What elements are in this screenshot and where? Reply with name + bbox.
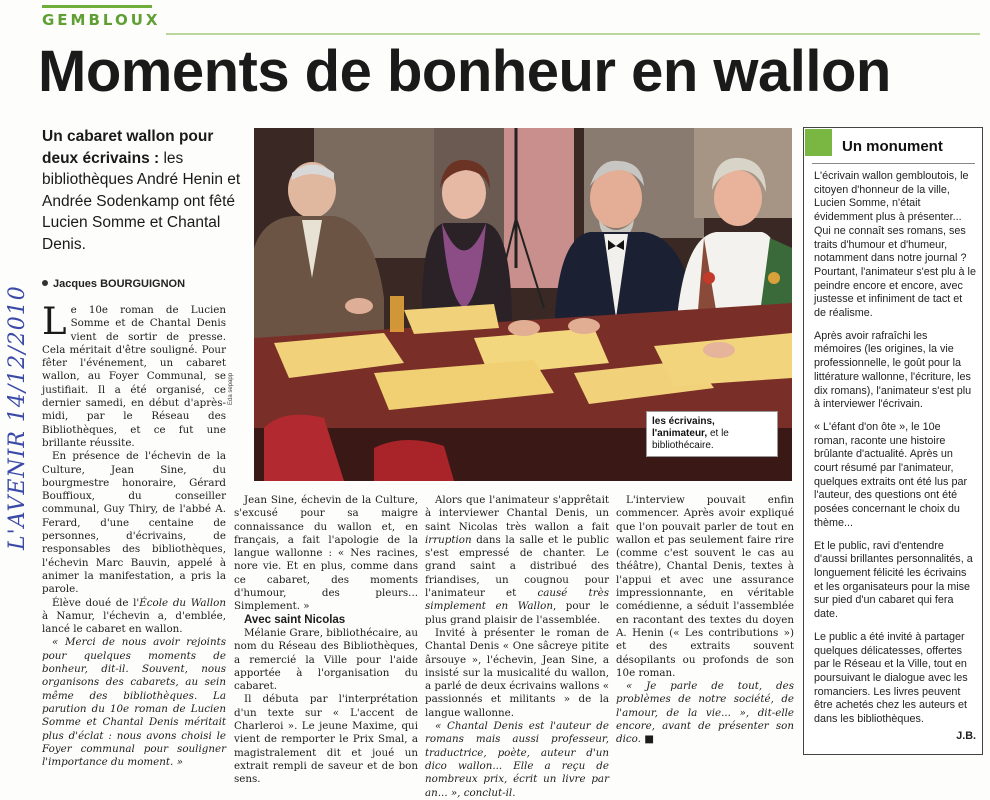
section-rule: [166, 33, 980, 35]
sidebar-rule: [812, 163, 975, 164]
sidebar-text: [814, 170, 976, 752]
article-column-1: [42, 300, 226, 769]
sidebar-signature: J.B.: [956, 729, 976, 742]
article-paragraph: Jean Sine, échevin de la Culture, s'excusé pour sa maigre connaissance du wallon et, en français, a fait l'apologie de la langue wallonne : « Nes racines, nore vie. Et en plus, comme dans ce cabaret, des moments d'humour, des pleurs... Simplement. »: [234, 494, 418, 613]
drop-cap: L: [42, 300, 67, 343]
article-paragraph: Il débuta par l'interprétation d'un texte sur « L'accent de Charleroi ». Le jeune Maxime, qui vient de remporter le Prix Smal, a magistralement dit et joué un extrait rempli de saveur et de bon sens.: [234, 693, 418, 786]
lead-text: les bibliothèques André Henin et Andrée Sodenkamp ont fêté Lucien Somme et Chantal Denis.: [42, 149, 241, 253]
photo-credit: Eda sepapp: [228, 372, 234, 405]
article-quote: « Je parle de tout, des problèmes de notre société, de l'amour, de la vie... », dit-elle encore, avant de présenter son dico. ■: [616, 680, 794, 746]
article-headline: Moments de bonheur en wallon: [38, 39, 891, 104]
author-name: Jacques BOURGUIGNON: [53, 278, 186, 290]
caption-text: et le bibliothécaire.: [652, 428, 729, 451]
lead-bold: Un cabaret wallon pour deux écrivains :: [42, 128, 214, 167]
article-paragraph: L'interview pouvait enfin commencer. Après avoir expliqué que l'on pouvait parler de tout en wallon et pas seulement faire rire (comme c'est souvent le cas au théâtre), Chantal Denis, textes à l'appui et avec une assurance impressionnante, en véritable comédienne, a séduit l'assemblée en racontant des textes du doyen A. Henin (« Les contributions ») et des extraits souvent désopilants ou profonds de son 10e roman.: [616, 494, 794, 679]
article-paragraph: Invité à présenter le roman de Chantal Denis « One sâcreye pitite ârsouye », l'échevin, Jean Sine, a insisté sur la musicalité du wallon, a parlé de deux écrivains wallons « passionnés et militants » de la langue wallonne.: [425, 626, 609, 719]
article-column-4: [616, 494, 794, 747]
bullet-icon: [42, 280, 48, 286]
article-quote: « Chantal Denis est l'auteur de romans mais aussi professeur, traductrice, poète, auteur d'un dico wallon... Elle a reçu de nombreux prix, écrit un livre par an... », conclut-il.: [425, 720, 609, 799]
byline: [42, 278, 185, 290]
section-accent-bar: [42, 5, 152, 8]
article-quote: « Merci de nous avoir rejoints pour quelques moments de bonheur, dit-il. Souvent, nous organisons des cabarets, au sein même des bibliothèques. La parution du 10e roman de Lucien Somme et Chantal Denis méritait plus d'éclat : nous avons choisi le Foyer communal pour souligner l'importance du moment. »: [42, 636, 226, 769]
sidebar-paragraph: L'écrivain wallon gembloutois, le citoyen d'honneur de la ville, Lucien Somme, n'était évidemment plus à présenter... Qui ne connaît ses romans, ses traits d'humour et d'humeur, notamment dans notre journal ? Pourtant, l'animateur s'est plu à le peindre encore et encore, avec justesse et infiniment de tact et de réalisme.: [814, 170, 976, 320]
handwritten-date-stamp: L'AVENIR 14/12/2010: [5, 285, 30, 550]
article-paragraph: Élève doué de l'École du Wallon à Namur, l'échevin a, d'emblée, lancé le cabaret en wallon.: [42, 596, 226, 636]
article-subheading: Avec saint Nicolas: [244, 613, 346, 626]
caption-bold: les écrivains, l'animateur,: [652, 416, 715, 439]
article-column-2: [234, 494, 418, 787]
article-lead: [42, 126, 242, 255]
sidebar-accent-square: [805, 129, 832, 156]
article-paragraph: Alors que l'animateur s'apprêtait à interviewer Chantal Denis, un saint Nicolas très wallon a fait irruption dans la salle et le public s'est empressé de chanter. Le grand saint a distribué des friandises, un cougnou pour l'animateur et causé très simplement en Wallon, pour le plus grand plaisir de l'assemblée.: [425, 494, 609, 626]
sidebar-paragraph: Et le public, ravi d'entendre d'aussi brillantes personnalités, a longuement félicité les écrivains et les organisateurs pour la mise sur pied d'un cabaret qui fera date.: [814, 539, 973, 621]
section-label: GEMBLOUX: [42, 11, 161, 29]
photo-caption: [646, 411, 778, 457]
article-paragraph: En présence de l'échevin de la Culture, Jean Sine, du bourgmestre honoraire, Gérard Bouffioux, du conseiller communal, Guy Thiry, de l'abbé A. Ferard, d'une centaine de personnes, d'écrivains, de responsables des bibliothèques, l'échevin Marc Bauvin, appelé à animer la manifestation, a pris la parole.: [42, 450, 226, 596]
sidebar-paragraph: « L'éfant d'on ôte », le 10e roman, raconte une histoire brûlante d'actualité. Après un court résumé par l'animateur, quelques extraits ont été lus par l'auteur, des questions ont été posées concernant le choix du thème...: [814, 420, 968, 529]
article-paragraph: Le 10e roman de Lucien Somme et de Chantal Denis vient de sortir de presse. Cela méritait d'être souligné. Pour fêter l'événement, un cabaret wallon, au Foyer Communal, se justifiait. Il a été organisé, ce dernier samedi, en début d'après-midi, par le Réseau des Bibliothèques, et ce fut une brillante réussite.: [42, 300, 226, 449]
sidebar-paragraph: Le public a été invité à partager quelques délicatesses, offertes par le Réseau et la Ville, tout en poursuivant le dialogue avec les romanciers. Les livres peuvent être achetés chez les auteurs et dans les bibliothèques.: [814, 630, 968, 726]
article-paragraph: Mélanie Grare, bibliothécaire, au nom du Réseau des Bibliothèques, a remercié la Ville pour l'aide apportée à l'organisation du cabaret.: [234, 626, 418, 693]
sidebar-title: Un monument: [842, 138, 943, 155]
sidebar-paragraph: Après avoir rafraîchi les mémoires (les origines, la vie professionnelle, le goût pour la littérature wallonne, l'écriture, les dix romans), l'animateur s'est plu à interviewer l'écrivain.: [814, 329, 972, 411]
article-column-3: [425, 494, 609, 800]
